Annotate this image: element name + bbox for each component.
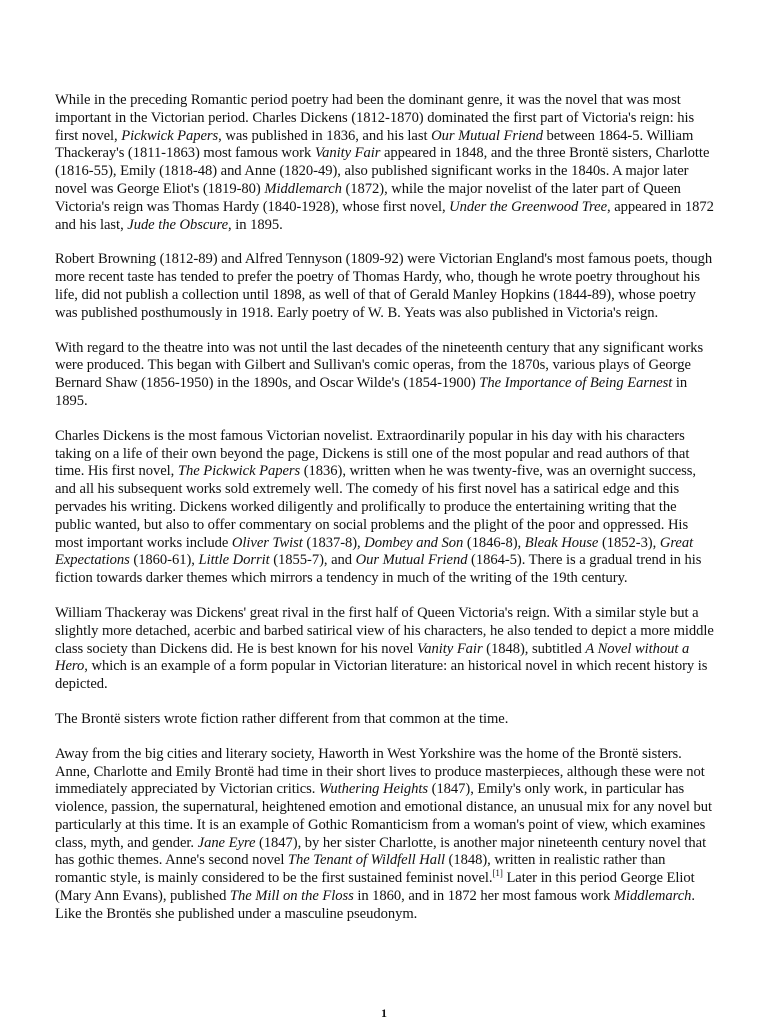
page-number: 1 xyxy=(381,1006,387,1020)
document-page xyxy=(55,92,715,941)
footnote-reference[interactable]: [1] xyxy=(492,868,503,879)
text-run: in 1860, and in 1872 her most famous work xyxy=(353,888,614,905)
italic-title: A Novel without a Hero xyxy=(55,640,690,675)
text-run: , in 1895. xyxy=(228,216,283,233)
text-run: With regard to the theatre into was not until the last decades of the nineteenth century that any significant works were produced. This began with Gilbert and Sullivan's comic operas, from the 1870s, various plays of George Bernard Shaw (1856-1950) in the 1890s, and Oscar Wilde's (1854-1900) xyxy=(55,339,704,392)
paragraph-bronte-intro xyxy=(55,711,715,729)
italic-title: Under the Greenwood Tree xyxy=(449,198,607,215)
text-run: (1855-7), and xyxy=(269,552,356,569)
text-run: (1852-3), xyxy=(598,534,660,551)
italic-title: Vanity Fair xyxy=(314,145,381,162)
paragraph-victorian-theatre xyxy=(55,340,715,411)
italic-title: Vanity Fair xyxy=(417,640,483,657)
italic-title: The Importance of Being Earnest xyxy=(479,375,673,392)
text-run: (1860-61), xyxy=(129,552,199,569)
italic-title: Bleak House xyxy=(524,534,599,551)
italic-title: Our Mutual Friend xyxy=(431,127,543,144)
italic-title: Wuthering Heights xyxy=(319,781,429,798)
text-run: appeared in 1848, and the three Brontë sisters, Charlotte (1816-55), Emily (1818-48) and Anne (1820-49), also published significant works in the 1840s. A major later novel was George Eliot's (1819-80) xyxy=(55,145,710,197)
text-run: (1864-5). There is a gradual trend in his fiction towards darker themes which mirrors a tendency in much of the writing of the 19th century. xyxy=(55,552,702,587)
italic-title: Our Mutual Friend xyxy=(355,552,468,569)
italic-title: Middlemarch xyxy=(613,888,692,905)
text-run: Later in this period George Eliot (Mary Ann Evans), published xyxy=(55,870,695,905)
paragraph-dickens xyxy=(55,428,715,588)
text-run: Robert Browning (1812-89) and Alfred Tennyson (1809-92) were Victorian England's most famous poets, though more recent taste has tended to prefer the poetry of Thomas Hardy, who, though he wrote poetry throughout his life, did not publish a collection until 1898, as well of that of Gerald Manley Hopkins (1844-89), whose poetry was published posthumously in 1918. Early poetry of W. B. Yeats was also published in Victoria's reign. xyxy=(55,251,713,321)
paragraph-bronte-sisters xyxy=(55,746,715,924)
paragraph-victorian-poetry xyxy=(55,251,715,322)
italic-title: Middlemarch xyxy=(264,180,342,197)
text-run: (1846-8), xyxy=(463,534,525,551)
text-run: William Thackeray was Dickens' great rival in the first half of Queen Victoria's reign. With a similar style but a slightly more detached, acerbic and barbed satirical view of his characters, he also tended to depict a more middle class society than Dickens did. He is best known for his novel xyxy=(55,604,714,657)
text-run: (1848), subtitled xyxy=(482,640,586,657)
paragraph-thackeray xyxy=(55,605,715,694)
text-run: , which is an example of a form popular in Victorian literature: an historical novel in which recent history is depicted. xyxy=(55,658,708,693)
text-run: , appeared in 1872 and his last, xyxy=(55,198,714,233)
text-run: (1847), by her sister Charlotte, is another major nineteenth century novel that has gothic themes. Anne's second novel xyxy=(55,834,707,869)
italic-title: The Pickwick Papers xyxy=(177,463,301,480)
text-run: (1836), written when he was twenty-five, was an overnight success, and all his subsequent works sold extremely well. The comedy of his first novel has a satirical edge and this pervades his writing. Dickens worked diligently and prolifically to produce the entertaining writing that the public wanted, but also to offer commentary on social problems and the plight of the poor and oppressed. His most important works include xyxy=(55,463,696,551)
italic-title: The Tenant of Wildfell Hall xyxy=(287,852,445,869)
text-run: between 1864-5. William Thackeray's (1811-1863) most famous work xyxy=(55,127,694,162)
text-run: Away from the big cities and literary society, Haworth in West Yorkshire was the home of the Brontë sisters. Anne, Charlotte and Emily Brontë had time in their short lives to produce masterpieces, although these were not immediately appreciated by Victorian critics. xyxy=(55,745,705,798)
text-run: . Like the Brontës she published under a masculine pseudonym. xyxy=(55,888,695,922)
text-run: , was published in 1836, and his last xyxy=(218,127,432,144)
italic-title: Jane Eyre xyxy=(197,834,256,851)
italic-title: Pickwick Papers xyxy=(121,127,219,144)
text-run: in 1895. xyxy=(55,375,688,409)
paragraph-victorian-novel xyxy=(55,92,715,234)
text-run: (1872), while the major novelist of the later part of Queen Victoria's reign was Thomas Hardy (1840-1928), whose first novel, xyxy=(55,180,681,215)
italic-title: Little Dorrit xyxy=(198,552,270,569)
italic-title: Jude the Obscure xyxy=(127,216,229,233)
italic-title: Oliver Twist xyxy=(231,534,303,551)
italic-title: The Mill on the Floss xyxy=(229,888,354,905)
text-run: (1837-8), xyxy=(302,534,365,551)
text-run: The Brontë sisters wrote fiction rather different from that common at the time. xyxy=(55,710,509,727)
text-run: Charles Dickens is the most famous Victorian novelist. Extraordinarily popular in his day with his characters taking on a life of their own beyond the page, Dickens is still one of the most popular and read authors of that time. His first novel, xyxy=(55,427,690,480)
text-run: While in the preceding Romantic period poetry had been the dominant genre, it was the novel that was most important in the Victorian period. Charles Dickens (1812-1870) dominated the first part of Victoria's reign: his first novel, xyxy=(55,92,695,144)
text-run: (1848), written in realistic rather than romantic style, is mainly considered to be the first sustained feminist novel. xyxy=(55,852,666,887)
text-run: (1847), Emily's only work, in particular has violence, passion, the supernatural, heightened emotion and emotional distance, an unusual mix for any novel but particularly at this time. It is an example of Gothic Romanticism from a woman's point of view, which examines class, myth, and gender. xyxy=(55,781,713,851)
italic-title: Dombey and Son xyxy=(364,534,464,551)
italic-title: Great Expectations xyxy=(55,534,694,569)
